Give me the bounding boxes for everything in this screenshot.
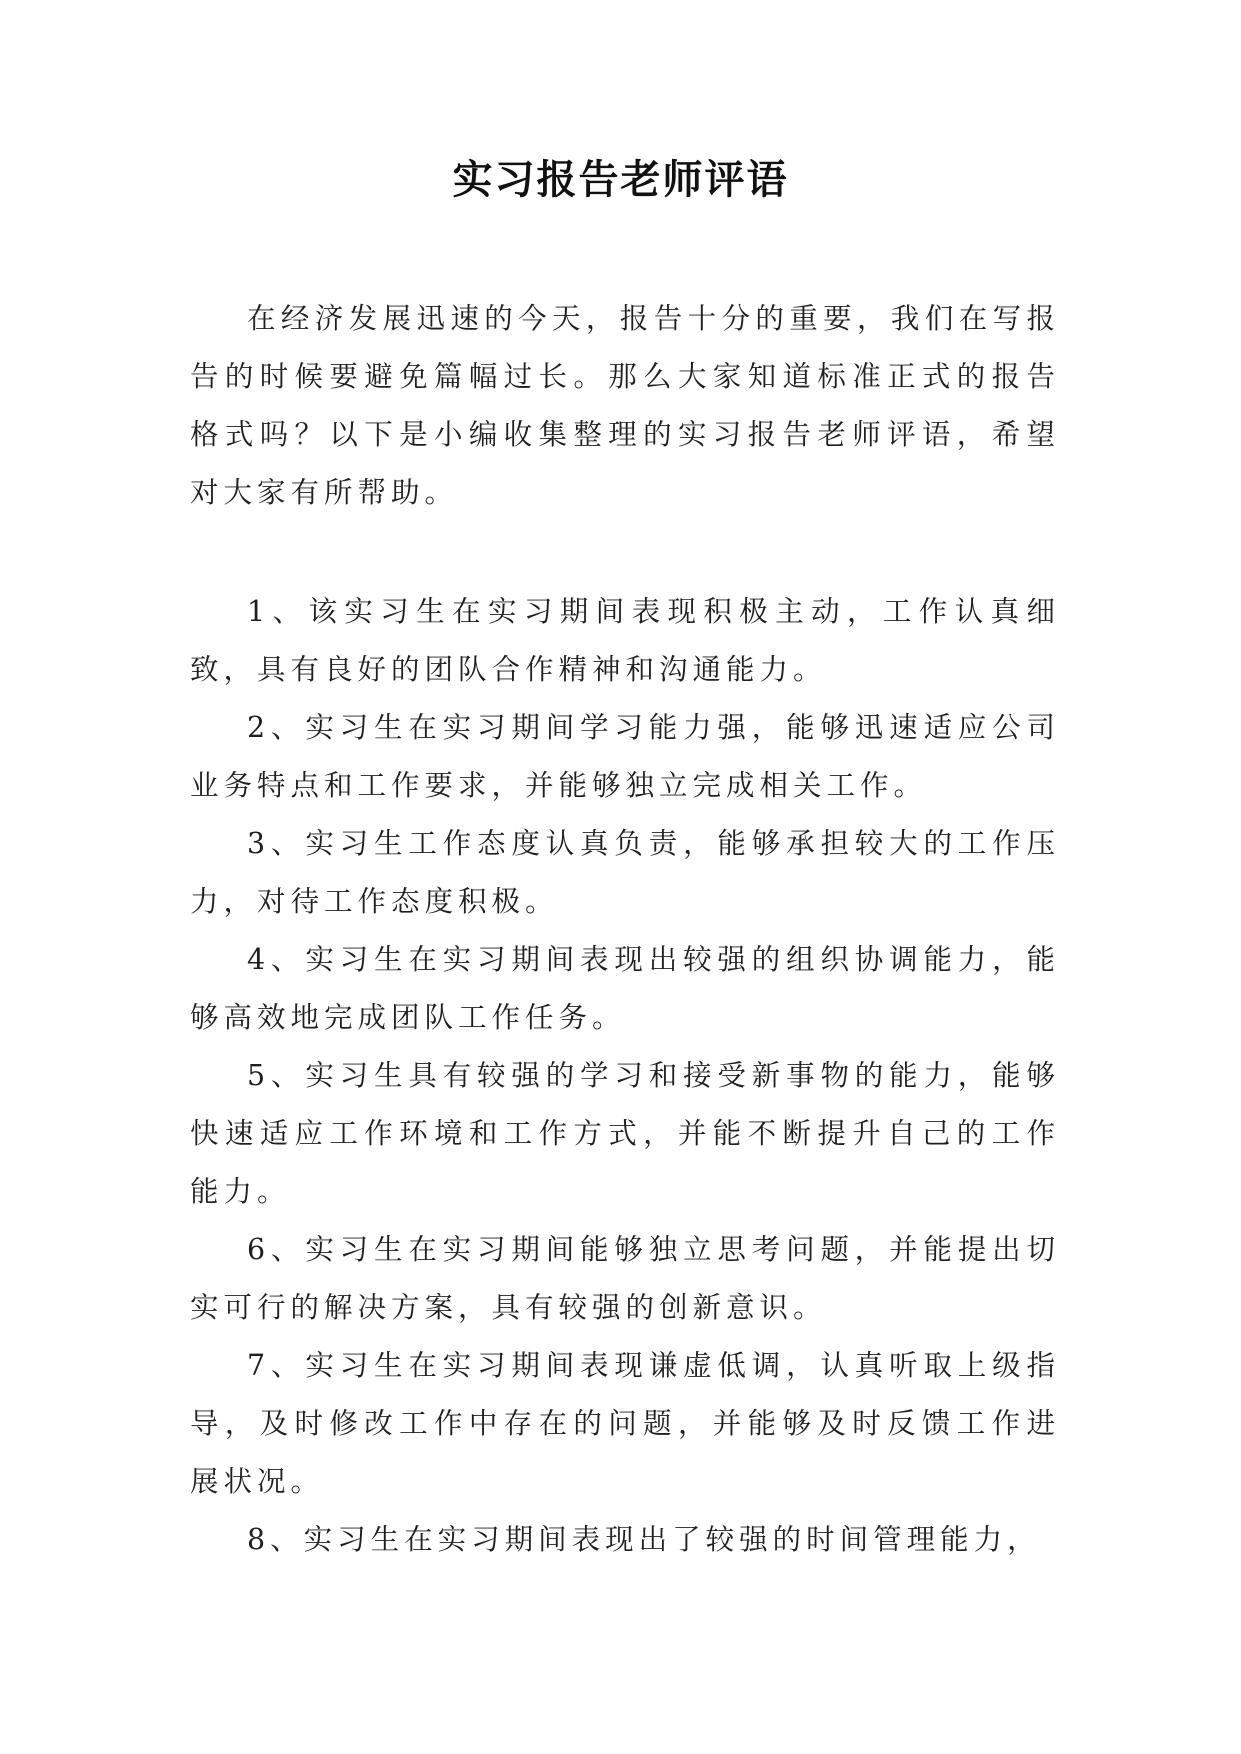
intro-section — [190, 290, 1060, 522]
comment-item-6: 6、实习生在实习期间能够独立思考问题，并能提出切实可行的解决方案，具有较强的创新意识。 — [190, 1233, 1060, 1324]
comment-item-5: 5、实习生具有较强的学习和接受新事物的能力，能够快速适应工作环境和工作方式，并能不断提升自己的工作能力。 — [190, 1059, 1060, 1208]
comment-item-1: 1、该实习生在实习期间表现积极主动，工作认真细致，具有良好的团队合作精神和沟通能力。 — [190, 595, 1060, 686]
comment-item-2: 2、实习生在实习期间学习能力强，能够迅速适应公司业务特点和工作要求，并能够独立完成相关工作。 — [190, 711, 1060, 802]
document-title: 实习报告老师评语 — [452, 157, 789, 203]
comment-item-4: 4、实习生在实习期间表现出较强的组织协调能力，能够高效地完成团队工作任务。 — [190, 943, 1060, 1034]
comment-item-8: 8、实习生在实习期间表现出了较强的时间管理能力， — [247, 1523, 1041, 1556]
comment-item-7: 7、实习生在实习期间表现谦虚低调，认真听取上级指导，及时修改工作中存在的问题，并能够及时反馈工作进展状况。 — [190, 1349, 1060, 1498]
comments-list — [190, 583, 1060, 1569]
intro-paragraph: 在经济发展迅速的今天，报告十分的重要，我们在写报告的时候要避免篇幅过长。那么大家知道标准正式的报告格式吗？以下是小编收集整理的实习报告老师评语，希望对大家有所帮助。 — [190, 302, 1060, 509]
comment-item-3: 3、实习生工作态度认真负责，能够承担较大的工作压力，对待工作态度积极。 — [190, 827, 1060, 918]
